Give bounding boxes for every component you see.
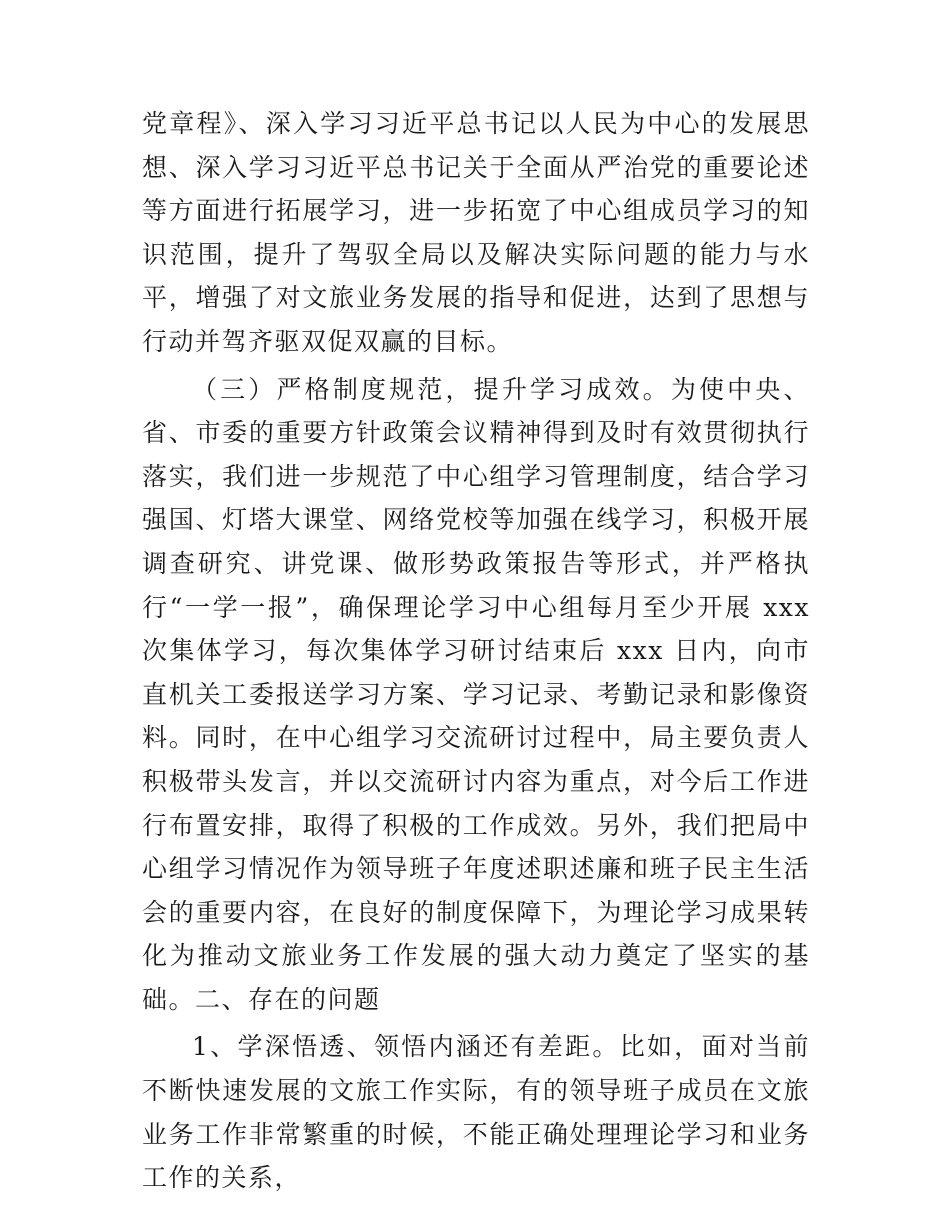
document-body [142,102,810,1200]
paragraph-problem-one: 1、学深悟透、领悟内涵还有差距。比如，面对当前不断快速发展的文旅工作实际，有的领导班子成员在文旅业务工作非常繁重的时候，不能正确处理理论学习和业务工作的关系， [142,1032,810,1193]
paragraph-section-three: （三）严格制度规范，提升学习成效。为使中央、省、市委的重要方针政策会议精神得到及时有效贯彻执行落实，我们进一步规范了中心组学习管理制度，结合学习强国、灯塔大课堂、网络党校等加强在线学习，积极开展调查研究、讲党课、做形势政策报告等形式，并严格执行“一学一报”，确保理论学习中心组每月至少开展 xxx 次集体学习，每次集体学习研讨结束后 xxx 日内，向市直机关工委报送学习方案、学习记录、考勤记录和影像资料。同时，在中心组学习交流研讨过程中，局主要负责人积极带头发言，并以交流研讨内容为重点，对今后工作进行布置安排，取得了积极的工作成效。另外，我们把局中心组学习情况作为领导班子年度述职述廉和班子民主生活会的重要内容，在良好的制度保障下，为理论学习成果转化为推动文旅业务工作发展的强大动力奠定了坚实的基础。二、存在的问题 [142,374,810,1014]
paragraph-continuation: 党章程》、深入学习习近平总书记以人民为中心的发展思想、深入学习习近平总书记关于全面从严治党的重要论述等方面进行拓展学习，进一步拓宽了中心组成员学习的知识范围，提升了驾驭全局以及解决实际问题的能力与水平，增强了对文旅业务发展的指导和促进，达到了思想与行动并驾齐驱双促双赢的目标。 [142,109,810,356]
